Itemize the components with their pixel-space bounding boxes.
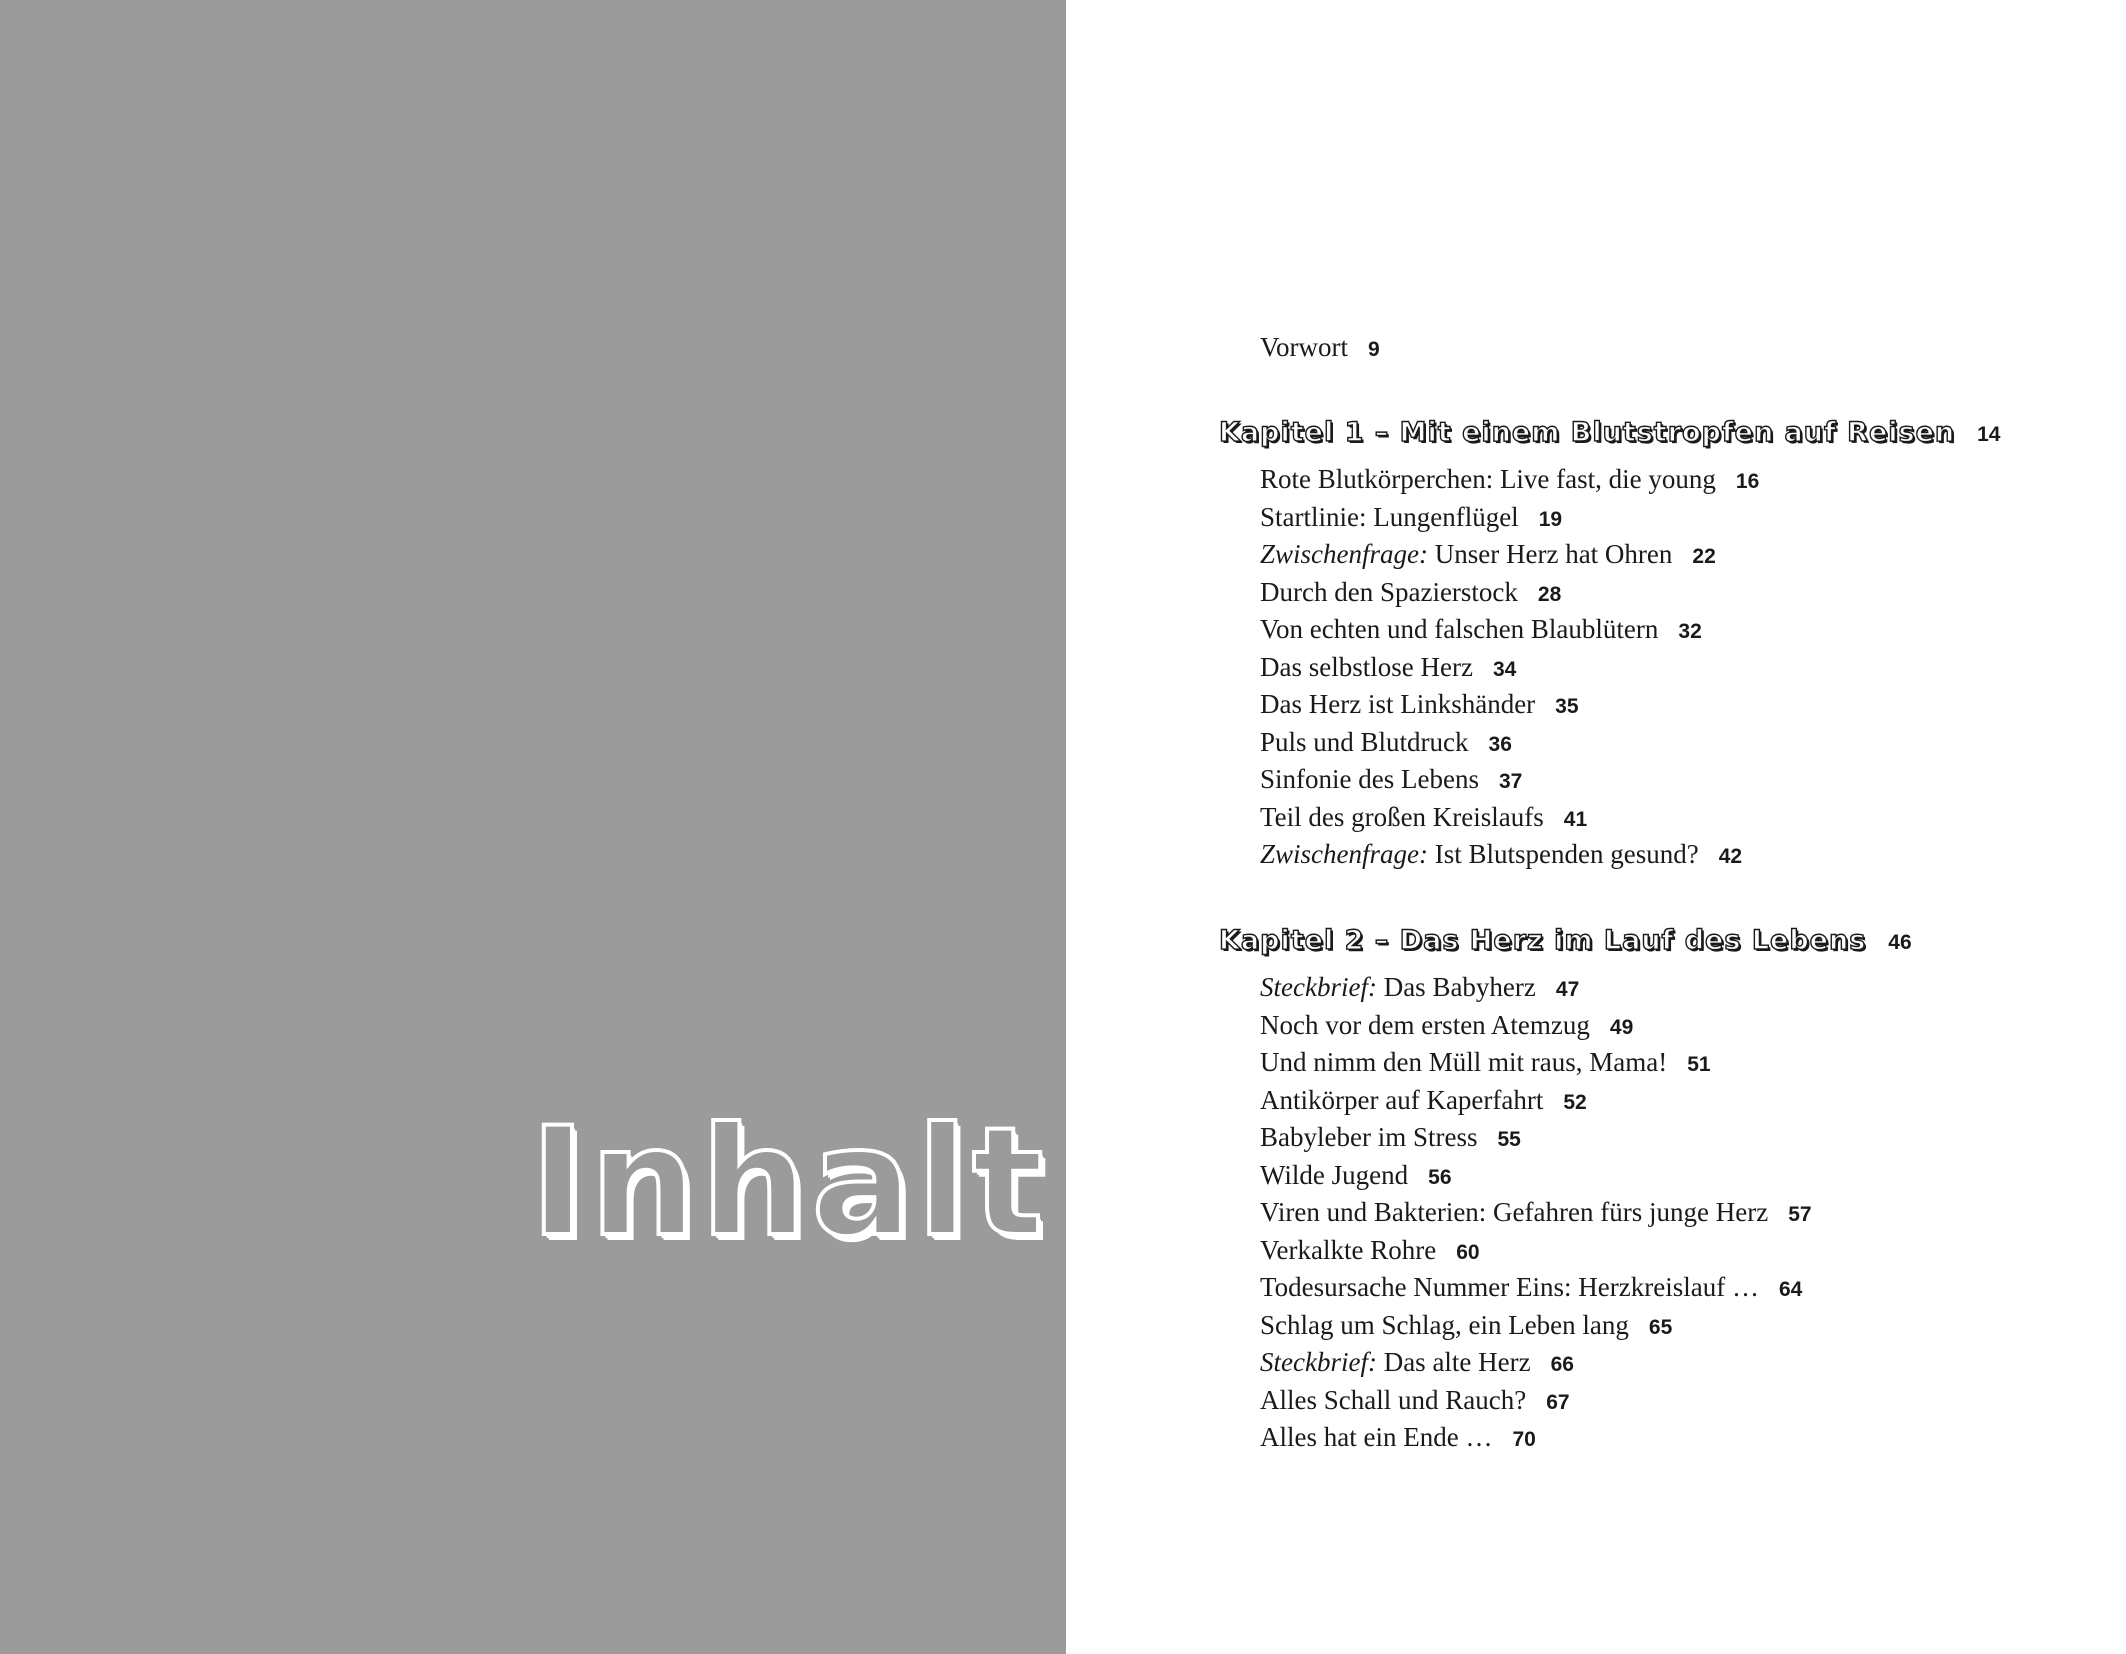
- entry-page-number: 57: [1788, 1203, 1812, 1226]
- toc-entry: [1260, 1124, 1521, 1151]
- entry-label: Sinfonie des Lebens: [1260, 764, 1479, 794]
- entry-label: Ist Blutspenden gesund?: [1428, 839, 1699, 869]
- chapter-title: Kapitel 1 – Mit einem Blutstropfen auf Reisen: [1219, 417, 1956, 448]
- chapter-heading: [1219, 927, 1912, 954]
- entry-label: Antikörper auf Kaperfahrt: [1260, 1085, 1544, 1115]
- entry-label: Alles hat ein Ende …: [1260, 1422, 1493, 1452]
- entry-label: Schlag um Schlag, ein Leben lang: [1260, 1310, 1629, 1340]
- entry-prefix: Steckbrief:: [1260, 1347, 1377, 1377]
- toc-entry: [1260, 691, 1579, 718]
- toc-entry: [1260, 1424, 1536, 1451]
- entry-label: Rote Blutkörperchen: Live fast, die young: [1260, 464, 1716, 494]
- toc-entry: [1260, 1199, 1812, 1226]
- toc-entry: [1260, 729, 1512, 756]
- entry-page-number: 36: [1488, 733, 1512, 756]
- entry-label: Das alte Herz: [1376, 1347, 1531, 1377]
- entry-label: Babyleber im Stress: [1260, 1122, 1478, 1152]
- entry-prefix: Steckbrief:: [1260, 972, 1377, 1002]
- toc-entry: [1260, 766, 1522, 793]
- entry-prefix: Zwischenfrage:: [1260, 539, 1428, 569]
- entry-label: Viren und Bakterien: Gefahren fürs junge Herz: [1260, 1197, 1769, 1227]
- entry-label: Das Herz ist Linkshänder: [1260, 689, 1536, 719]
- entry-page-number: 34: [1492, 658, 1517, 681]
- entry-label: Verkalkte Rohre: [1260, 1235, 1437, 1265]
- toc-entry-vorwort: [1260, 334, 1380, 361]
- entry-page-number: 55: [1497, 1128, 1521, 1151]
- entry-page-number: 67: [1546, 1391, 1570, 1414]
- right-page-panel: [1066, 0, 2126, 1654]
- entry-page-number: 49: [1609, 1016, 1634, 1039]
- entry-prefix: Zwischenfrage:: [1260, 839, 1428, 869]
- entry-page-number: 19: [1538, 508, 1563, 531]
- entry-page-number: 41: [1563, 808, 1588, 831]
- chapter-title: Kapitel 2 – Das Herz im Lauf des Lebens: [1219, 925, 1867, 956]
- toc-entry: [1260, 1162, 1452, 1189]
- table-of-contents: [1066, 0, 2126, 1654]
- entry-label: Durch den Spazierstock: [1260, 577, 1518, 607]
- entry-label: Teil des großen Kreislaufs: [1260, 802, 1544, 832]
- toc-entry: [1260, 654, 1516, 681]
- entry-label: Das Babyherz: [1376, 972, 1536, 1002]
- entry-label: Noch vor dem ersten Atemzug: [1260, 1010, 1590, 1040]
- entry-page-number: 9: [1368, 338, 1380, 361]
- entry-page-number: 51: [1687, 1053, 1711, 1076]
- toc-entry: [1260, 1012, 1633, 1039]
- contents-title: Inhalt: [530, 1096, 1048, 1270]
- toc-entry: [1260, 1312, 1672, 1339]
- chapter-page-number: 46: [1888, 931, 1912, 954]
- entry-label: Alles Schall und Rauch?: [1260, 1385, 1527, 1415]
- entry-page-number: 64: [1778, 1278, 1803, 1301]
- entry-label: Von echten und falschen Blaublütern: [1260, 614, 1659, 644]
- entry-page-number: 28: [1537, 583, 1562, 606]
- entry-label: Startlinie: Lungenflügel: [1260, 502, 1519, 532]
- chapter-page-number: 14: [1977, 423, 2001, 446]
- toc-entry: [1260, 541, 1716, 568]
- entry-page-number: 56: [1428, 1166, 1452, 1189]
- toc-entry: [1260, 841, 1742, 868]
- toc-entry: [1260, 1274, 1802, 1301]
- toc-entry: [1260, 1237, 1480, 1264]
- toc-entry: [1260, 504, 1562, 531]
- entry-page-number: 22: [1692, 545, 1716, 568]
- entry-label: Vorwort: [1260, 332, 1349, 362]
- toc-entry: [1260, 804, 1587, 831]
- entry-page-number: 16: [1735, 470, 1760, 493]
- toc-entry: [1260, 466, 1759, 493]
- entry-label: Todesursache Nummer Eins: Herzkreislauf …: [1260, 1272, 1759, 1302]
- entry-label: Wilde Jugend: [1260, 1160, 1409, 1190]
- toc-entry: [1260, 579, 1561, 606]
- toc-entry: [1260, 974, 1579, 1001]
- entry-page-number: 37: [1498, 770, 1523, 793]
- entry-page-number: 47: [1555, 978, 1580, 1001]
- entry-page-number: 65: [1648, 1316, 1673, 1339]
- entry-page-number: 66: [1550, 1353, 1574, 1376]
- entry-label: Unser Herz hat Ohren: [1428, 539, 1673, 569]
- entry-page-number: 32: [1678, 620, 1702, 643]
- entry-label: Puls und Blutdruck: [1260, 727, 1469, 757]
- entry-label: Das selbstlose Herz: [1260, 652, 1473, 682]
- entry-page-number: 60: [1456, 1241, 1480, 1264]
- toc-entry: [1260, 1349, 1574, 1376]
- toc-entry: [1260, 1087, 1587, 1114]
- toc-entry: [1260, 1049, 1711, 1076]
- entry-page-number: 42: [1718, 845, 1743, 868]
- entry-page-number: 70: [1512, 1428, 1536, 1451]
- entry-page-number: 52: [1563, 1091, 1587, 1114]
- entry-label: Und nimm den Müll mit raus, Mama!: [1260, 1047, 1668, 1077]
- chapter-heading: [1219, 419, 2000, 446]
- toc-entry: [1260, 616, 1702, 643]
- entry-page-number: 35: [1555, 695, 1579, 718]
- toc-entry: [1260, 1387, 1570, 1414]
